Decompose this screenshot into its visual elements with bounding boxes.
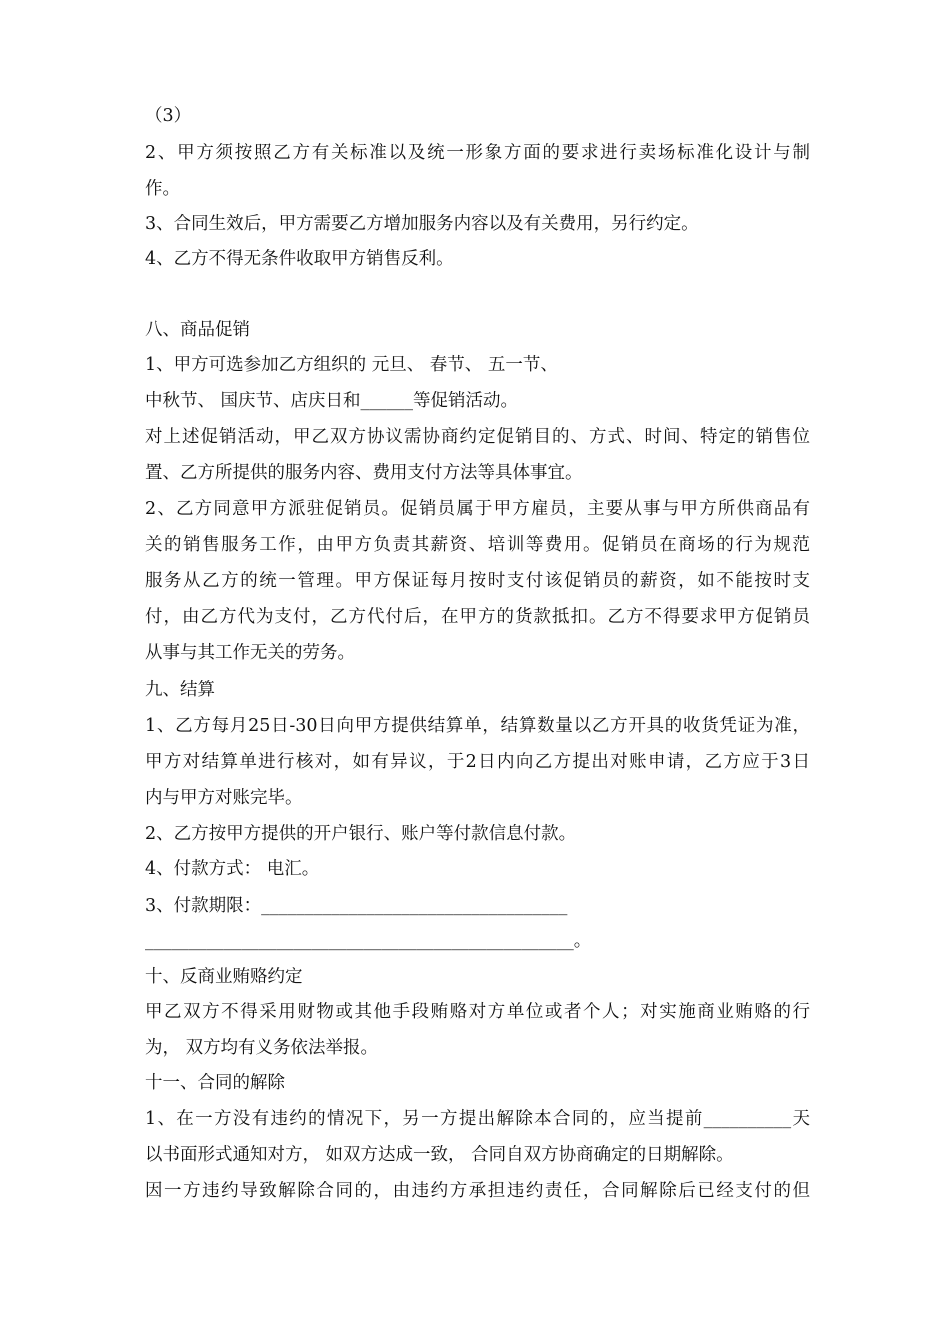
text-line: 4、付款方式： 电汇。 [145, 859, 320, 879]
text-line: 2、乙方同意甲方派驻促销员。促销员属于甲方雇员，主要从事与甲方所供商品有 [145, 499, 810, 519]
text-line: 为， 双方均有义务依法举报。 [145, 1038, 379, 1058]
text-line: 3、合同生效后，甲方需要乙方增加服务内容以及有关费用，另行约定。 [145, 214, 699, 234]
text-line: 2、乙方按甲方提供的开户银行、账户等付款信息付款。 [145, 824, 577, 844]
text-line: 付，由乙方代为支付，乙方代付后，在甲方的货款抵扣。乙方不得要求甲方促销员 [145, 607, 810, 627]
text-line: 2、甲方须按照乙方有关标准以及统一形象方面的要求进行卖场标准化设计与制 [145, 143, 810, 163]
text-line: 4、乙方不得无条件收取甲方销售反利。 [145, 249, 454, 269]
text-line: 1、乙方每月25日-30日向甲方提供结算单，结算数量以乙方开具的收货凭证为准， [145, 716, 810, 736]
text-line: （3） [145, 106, 192, 126]
text-line: 中秋节、 国庆节、店庆日和______等促销活动。 [145, 391, 519, 411]
text-line: 因一方违约导致解除合同的，由违约方承担违约责任，合同解除后已经支付的但 [145, 1181, 810, 1201]
text-line: 1、在一方没有违约的情况下，另一方提出解除本合同的，应当提前__________天 [145, 1109, 810, 1129]
section-heading: 十一、合同的解除 [145, 1073, 285, 1093]
text-line: 甲方对结算单进行核对，如有异议，于2日内向乙方提出对账申请，乙方应于3日 [145, 752, 810, 772]
section-heading: 九、结算 [145, 680, 215, 700]
text-line: 关的销售服务工作，由甲方负责其薪资、培训等费用。促销员在商场的行为规范 [145, 535, 810, 555]
text-line: 内与甲方对账完毕。 [145, 788, 303, 808]
text-line: 服务从乙方的统一管理。甲方保证每月按时支付该促销员的薪资，如不能按时支 [145, 571, 810, 591]
section-heading: 八、商品促销 [145, 320, 250, 340]
section-heading: 十、反商业贿赂约定 [145, 967, 303, 987]
text-line: 对上述促销活动，甲乙双方协议需协商约定促销目的、方式、时间、特定的销售位 [145, 427, 810, 447]
text-line: 作。 [145, 179, 180, 199]
text-line: 甲乙双方不得采用财物或其他手段贿赂对方单位或者个人；对实施商业贿赂的行 [145, 1002, 810, 1022]
text-line: _________________________________________________。 [145, 931, 592, 951]
text-line: 以书面形式通知对方， 如双方达成一致， 合同自双方协商确定的日期解除。 [145, 1145, 734, 1165]
text-line: 从事与其工作无关的劳务。 [145, 643, 355, 663]
text-line: 3、付款期限：___________________________________ [145, 896, 568, 916]
text-line: 1、甲方可选参加乙方组织的 元旦、 春节、 五一节、 [145, 355, 558, 375]
text-line: 置、乙方所提供的服务内容、费用支付方法等具体事宜。 [145, 463, 583, 483]
